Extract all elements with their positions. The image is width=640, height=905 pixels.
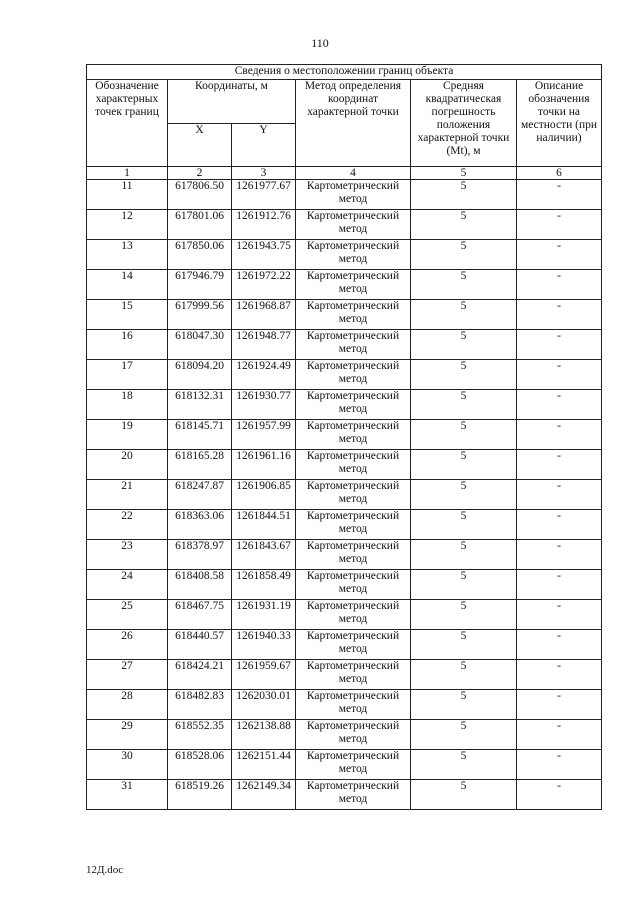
point-number-cell: 26	[87, 630, 168, 660]
table-row	[87, 540, 602, 570]
coord-x-cell: 618165.28	[168, 450, 232, 480]
coord-y-cell: 1261930.77	[232, 390, 296, 420]
description-cell: -	[517, 210, 602, 240]
coord-x-cell: 617806.50	[168, 180, 232, 210]
method-cell: Картометрический метод	[296, 360, 411, 390]
coord-y-cell: 1262138.88	[232, 720, 296, 750]
table-row	[87, 270, 602, 300]
coord-y-cell: 1261843.67	[232, 540, 296, 570]
table-row	[87, 720, 602, 750]
description-cell: -	[517, 510, 602, 540]
table-row	[87, 300, 602, 330]
header-y: Y	[232, 123, 296, 167]
point-number-cell: 16	[87, 330, 168, 360]
error-cell: 5	[411, 210, 517, 240]
description-cell: -	[517, 750, 602, 780]
page-number: 110	[311, 36, 329, 50]
header-coordinates: Координаты, м	[168, 80, 296, 124]
point-number-cell: 30	[87, 750, 168, 780]
coord-x-cell: 618132.31	[168, 390, 232, 420]
coord-x-cell: 617946.79	[168, 270, 232, 300]
error-cell: 5	[411, 600, 517, 630]
coord-x-cell: 618247.87	[168, 480, 232, 510]
coord-x-cell: 618440.57	[168, 630, 232, 660]
coord-y-cell: 1261931.19	[232, 600, 296, 630]
error-cell: 5	[411, 330, 517, 360]
coord-y-cell: 1261948.77	[232, 330, 296, 360]
method-cell: Картометрический метод	[296, 750, 411, 780]
coord-x-cell: 617801.06	[168, 210, 232, 240]
coord-y-cell: 1261968.87	[232, 300, 296, 330]
error-cell: 5	[411, 720, 517, 750]
method-cell: Картометрический метод	[296, 600, 411, 630]
header-description: Описание обозначения точки на местности (при наличии)	[517, 80, 602, 167]
coord-x-cell: 617850.06	[168, 240, 232, 270]
error-cell: 5	[411, 360, 517, 390]
description-cell: -	[517, 780, 602, 810]
coord-x-cell: 618047.30	[168, 330, 232, 360]
error-cell: 5	[411, 660, 517, 690]
description-cell: -	[517, 180, 602, 210]
error-cell: 5	[411, 780, 517, 810]
point-number-cell: 14	[87, 270, 168, 300]
coord-y-cell: 1261959.67	[232, 660, 296, 690]
error-cell: 5	[411, 390, 517, 420]
coord-x-cell: 618408.58	[168, 570, 232, 600]
description-cell: -	[517, 630, 602, 660]
method-cell: Картометрический метод	[296, 420, 411, 450]
coord-y-cell: 1262030.01	[232, 690, 296, 720]
description-cell: -	[517, 690, 602, 720]
method-cell: Картометрический метод	[296, 270, 411, 300]
table-row	[87, 420, 602, 450]
coord-x-cell: 618482.83	[168, 690, 232, 720]
description-cell: -	[517, 420, 602, 450]
column-numbers-row	[87, 167, 602, 180]
coord-x-cell: 618519.26	[168, 780, 232, 810]
table-row	[87, 330, 602, 360]
table-row	[87, 660, 602, 690]
column-number: 2	[168, 167, 232, 180]
description-cell: -	[517, 390, 602, 420]
coord-y-cell: 1261943.75	[232, 240, 296, 270]
method-cell: Картометрический метод	[296, 690, 411, 720]
coord-y-cell: 1262149.34	[232, 780, 296, 810]
point-number-cell: 15	[87, 300, 168, 330]
error-cell: 5	[411, 300, 517, 330]
description-cell: -	[517, 270, 602, 300]
coord-x-cell: 618094.20	[168, 360, 232, 390]
point-number-cell: 17	[87, 360, 168, 390]
description-cell: -	[517, 660, 602, 690]
header-error: Средняя квадратическая погрешность положения характерной точки (Mt), м	[411, 80, 517, 167]
error-cell: 5	[411, 270, 517, 300]
point-number-cell: 12	[87, 210, 168, 240]
error-cell: 5	[411, 180, 517, 210]
error-cell: 5	[411, 420, 517, 450]
coord-x-cell: 618467.75	[168, 600, 232, 630]
method-cell: Картометрический метод	[296, 180, 411, 210]
coord-y-cell: 1261972.22	[232, 270, 296, 300]
column-number: 4	[296, 167, 411, 180]
description-cell: -	[517, 720, 602, 750]
coord-x-cell: 618378.97	[168, 540, 232, 570]
point-number-cell: 28	[87, 690, 168, 720]
point-number-cell: 11	[87, 180, 168, 210]
table-row	[87, 210, 602, 240]
method-cell: Картометрический метод	[296, 510, 411, 540]
description-cell: -	[517, 540, 602, 570]
header-method: Метод определения координат характерной точки	[296, 80, 411, 167]
table-caption: Сведения о местоположении границ объекта	[87, 65, 602, 80]
column-number: 5	[411, 167, 517, 180]
error-cell: 5	[411, 450, 517, 480]
point-number-cell: 13	[87, 240, 168, 270]
column-number: 6	[517, 167, 602, 180]
point-number-cell: 24	[87, 570, 168, 600]
method-cell: Картометрический метод	[296, 210, 411, 240]
method-cell: Картометрический метод	[296, 240, 411, 270]
error-cell: 5	[411, 540, 517, 570]
coord-x-cell: 618552.35	[168, 720, 232, 750]
point-number-cell: 22	[87, 510, 168, 540]
table-row	[87, 180, 602, 210]
table-row	[87, 240, 602, 270]
coord-x-cell: 618363.06	[168, 510, 232, 540]
coord-y-cell: 1261957.99	[232, 420, 296, 450]
coord-y-cell: 1261912.76	[232, 210, 296, 240]
method-cell: Картометрический метод	[296, 780, 411, 810]
boundary-points-table	[86, 64, 602, 810]
error-cell: 5	[411, 750, 517, 780]
description-cell: -	[517, 300, 602, 330]
point-number-cell: 23	[87, 540, 168, 570]
description-cell: -	[517, 600, 602, 630]
method-cell: Картометрический метод	[296, 630, 411, 660]
table-row	[87, 600, 602, 630]
error-cell: 5	[411, 480, 517, 510]
coord-y-cell: 1261940.33	[232, 630, 296, 660]
point-number-cell: 29	[87, 720, 168, 750]
point-number-cell: 27	[87, 660, 168, 690]
description-cell: -	[517, 240, 602, 270]
description-cell: -	[517, 330, 602, 360]
coord-y-cell: 1261977.67	[232, 180, 296, 210]
table-row	[87, 780, 602, 810]
description-cell: -	[517, 480, 602, 510]
error-cell: 5	[411, 240, 517, 270]
header-x: X	[168, 123, 232, 167]
description-cell: -	[517, 360, 602, 390]
point-number-cell: 21	[87, 480, 168, 510]
error-cell: 5	[411, 510, 517, 540]
coord-x-cell: 617999.56	[168, 300, 232, 330]
point-number-cell: 19	[87, 420, 168, 450]
method-cell: Картометрический метод	[296, 660, 411, 690]
coord-x-cell: 618528.06	[168, 750, 232, 780]
table-row	[87, 450, 602, 480]
method-cell: Картометрический метод	[296, 720, 411, 750]
coord-x-cell: 618424.21	[168, 660, 232, 690]
file-name-footer: 12Д.doc	[86, 864, 124, 876]
table-row	[87, 750, 602, 780]
coord-y-cell: 1261924.49	[232, 360, 296, 390]
method-cell: Картометрический метод	[296, 480, 411, 510]
column-number: 1	[87, 167, 168, 180]
error-cell: 5	[411, 630, 517, 660]
table-row	[87, 480, 602, 510]
coord-y-cell: 1262151.44	[232, 750, 296, 780]
point-number-cell: 18	[87, 390, 168, 420]
error-cell: 5	[411, 570, 517, 600]
table-row	[87, 690, 602, 720]
method-cell: Картометрический метод	[296, 330, 411, 360]
coord-x-cell: 618145.71	[168, 420, 232, 450]
header-point: Обозначение характерных точек границ	[87, 80, 168, 167]
coord-y-cell: 1261844.51	[232, 510, 296, 540]
coord-y-cell: 1261906.85	[232, 480, 296, 510]
table-row	[87, 630, 602, 660]
point-number-cell: 20	[87, 450, 168, 480]
table-row	[87, 570, 602, 600]
method-cell: Картометрический метод	[296, 570, 411, 600]
method-cell: Картометрический метод	[296, 390, 411, 420]
coord-y-cell: 1261961.16	[232, 450, 296, 480]
method-cell: Картометрический метод	[296, 300, 411, 330]
description-cell: -	[517, 450, 602, 480]
point-number-cell: 31	[87, 780, 168, 810]
table-row	[87, 360, 602, 390]
method-cell: Картометрический метод	[296, 450, 411, 480]
method-cell: Картометрический метод	[296, 540, 411, 570]
table-row	[87, 390, 602, 420]
coord-y-cell: 1261858.49	[232, 570, 296, 600]
table-row	[87, 510, 602, 540]
point-number-cell: 25	[87, 600, 168, 630]
description-cell: -	[517, 570, 602, 600]
column-number: 3	[232, 167, 296, 180]
error-cell: 5	[411, 690, 517, 720]
